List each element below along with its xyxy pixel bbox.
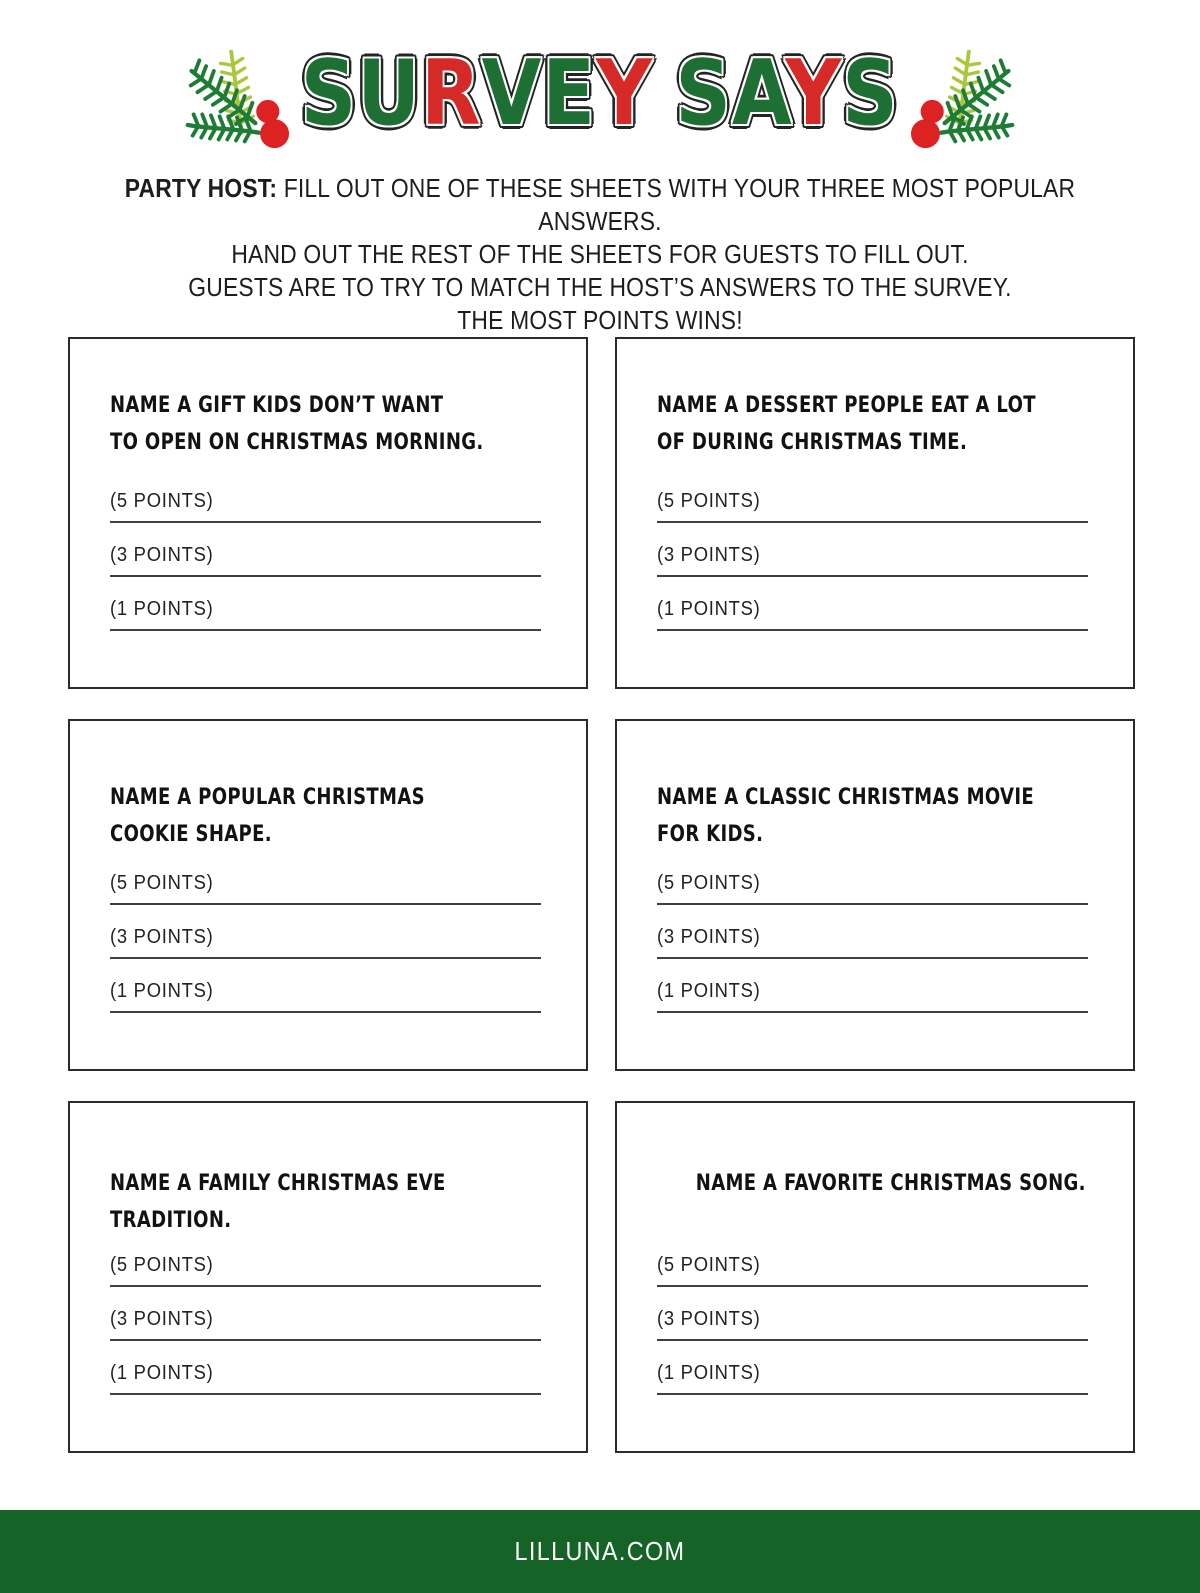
title-letter: E (542, 41, 597, 146)
question-card-dessert (615, 337, 1135, 689)
answer-rows (657, 870, 1088, 1013)
page (0, 40, 1200, 1593)
point-label: (1 POINTS) (657, 1362, 761, 1384)
point-label: (1 POINTS) (110, 1362, 214, 1384)
point-label: (3 POINTS) (110, 544, 214, 566)
answer-rows (110, 488, 541, 631)
answer-blank-5-points[interactable] (110, 870, 541, 905)
point-label: (1 POINTS) (657, 598, 761, 620)
answer-blank-1-points[interactable] (110, 978, 541, 1013)
question-text: NAME A FAVORITE CHRISTMAS SONG. (695, 1171, 1086, 1196)
answer-blank-1-points[interactable] (657, 978, 1088, 1013)
instructions-line: THE MOST POINTS WINS! (457, 305, 743, 335)
answer-blank-1-points[interactable] (657, 596, 1088, 631)
answer-rows (657, 488, 1088, 631)
point-label: (3 POINTS) (657, 544, 761, 566)
question-text: NAME A FAMILY CHRISTMAS EVE TRADITION. (110, 1171, 446, 1233)
answer-rows (110, 870, 541, 1013)
holly-sprig-icon (178, 44, 294, 152)
answer-blank-5-points[interactable] (657, 1252, 1088, 1287)
question-text: NAME A GIFT KIDS DON’T WANT TO OPEN ON CHRISTMAS MORNING. (110, 393, 484, 455)
title-letter: U (357, 41, 422, 146)
point-label: (3 POINTS) (110, 1308, 214, 1330)
instructions-line: PARTY HOST: FILL OUT ONE OF THESE SHEETS WITH YOUR THREE MOST POPULAR ANSWERS. (124, 173, 1076, 236)
question-text: NAME A DESSERT PEOPLE EAT A LOT OF DURING CHRISTMAS TIME. (657, 393, 1036, 455)
instructions-line: HAND OUT THE REST OF THE SHEETS FOR GUESTS TO FILL OUT. (231, 239, 969, 269)
point-label: (1 POINTS) (110, 598, 214, 620)
answer-blank-3-points[interactable] (110, 542, 541, 577)
point-label: (1 POINTS) (657, 980, 761, 1002)
title-letter: Y (596, 41, 654, 146)
point-label: (5 POINTS) (110, 872, 214, 894)
title-letter: R (421, 41, 482, 146)
point-label: (5 POINTS) (110, 490, 214, 512)
title-letter: Y (785, 41, 843, 146)
point-label: (5 POINTS) (110, 1254, 214, 1276)
answer-blank-3-points[interactable] (657, 1306, 1088, 1341)
point-label: (5 POINTS) (657, 1254, 761, 1276)
title-letter: S (675, 41, 733, 146)
answer-blank-5-points[interactable] (657, 488, 1088, 523)
title-letter: V (481, 41, 543, 146)
answer-rows (110, 1252, 541, 1395)
instructions-line: GUESTS ARE TO TRY TO MATCH THE HOST’S ANSWERS TO THE SURVEY. (188, 272, 1012, 302)
question-card-song (615, 1101, 1135, 1453)
title-banner (0, 40, 1200, 156)
instructions (72, 172, 1128, 337)
answer-blank-3-points[interactable] (657, 542, 1088, 577)
answer-blank-3-points[interactable] (110, 924, 541, 959)
holly-sprig-icon (906, 44, 1022, 152)
answer-blank-3-points[interactable] (110, 1306, 541, 1341)
answer-blank-5-points[interactable] (110, 488, 541, 523)
title-letter: S (842, 41, 900, 146)
question-grid (68, 337, 1135, 1453)
answer-blank-5-points[interactable] (110, 1252, 541, 1287)
title-letter: S (300, 41, 358, 146)
footer-site-text: LILLUNA.COM (514, 1536, 686, 1566)
answer-blank-3-points[interactable] (657, 924, 1088, 959)
answer-blank-5-points[interactable] (657, 870, 1088, 905)
point-label: (3 POINTS) (657, 926, 761, 948)
title-letter: A (732, 41, 786, 146)
question-text: NAME A POPULAR CHRISTMAS COOKIE SHAPE. (110, 785, 425, 847)
answer-blank-1-points[interactable] (110, 1360, 541, 1395)
point-label: (5 POINTS) (657, 490, 761, 512)
point-label: (1 POINTS) (110, 980, 214, 1002)
answer-rows (657, 1252, 1088, 1395)
question-card-cookie (68, 719, 588, 1071)
question-text: NAME A CLASSIC CHRISTMAS MOVIE FOR KIDS. (657, 785, 1035, 847)
page-title (300, 41, 900, 147)
answer-blank-1-points[interactable] (657, 1360, 1088, 1395)
question-card-tradition (68, 1101, 588, 1453)
party-host-label: PARTY HOST: (124, 173, 278, 203)
point-label: (5 POINTS) (657, 872, 761, 894)
footer-bar (0, 1510, 1200, 1593)
point-label: (3 POINTS) (110, 926, 214, 948)
answer-blank-1-points[interactable] (110, 596, 541, 631)
question-card-gift (68, 337, 588, 689)
question-card-movie (615, 719, 1135, 1071)
point-label: (3 POINTS) (657, 1308, 761, 1330)
